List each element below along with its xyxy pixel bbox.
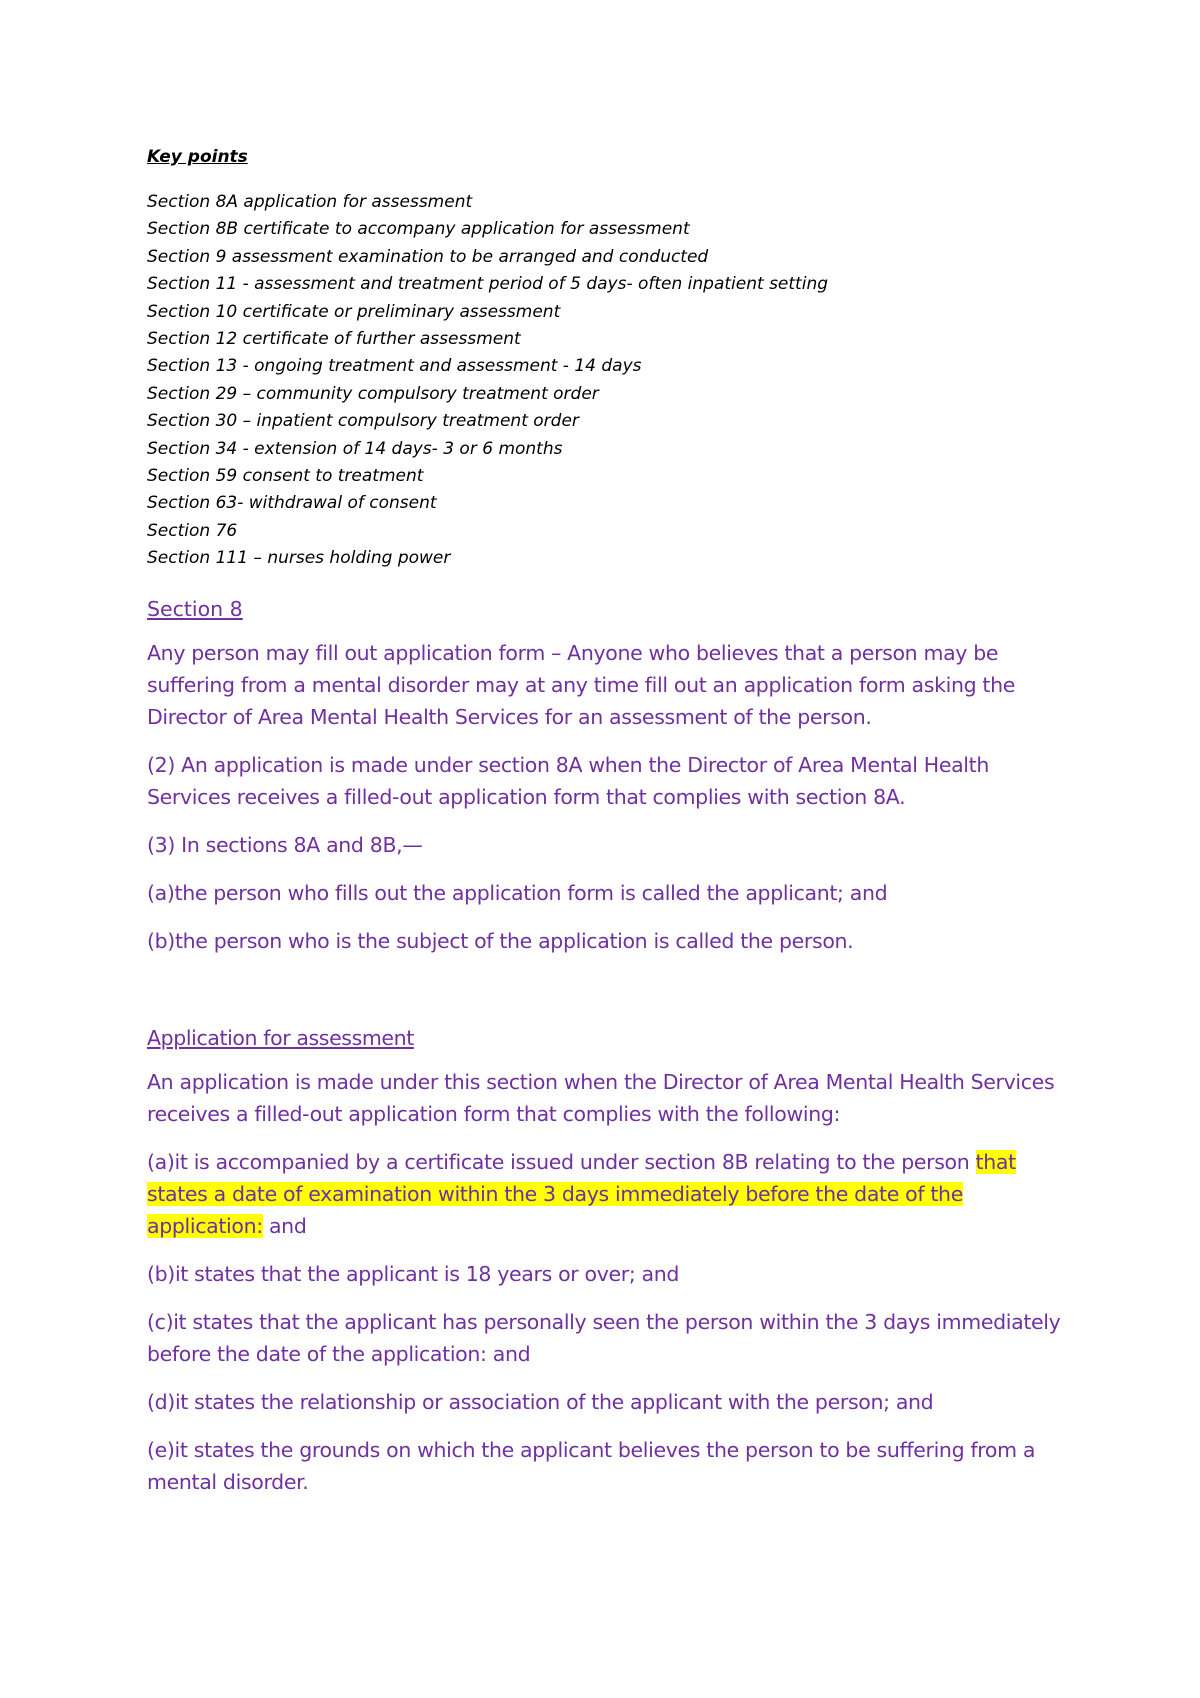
section-8-paragraph: (a)the person who fills out the application form is called the applicant; and: [147, 880, 888, 905]
key-point-item: Section 76: [147, 520, 238, 541]
key-point-item: Section 9 assessment examination to be arranged and conducted: [147, 246, 709, 267]
section-8-heading: Section 8: [147, 596, 243, 621]
section-8-paragraph: (2) An application is made under section 8A when the Director of Area Mental Health Services receives a filled-out application form that complies with section 8A.: [147, 752, 989, 809]
key-point-item: Section 59 consent to treatment: [147, 466, 424, 487]
highlighted-text: that states a date of examination within the 3 days immediately before the date of the application:: [147, 1149, 1016, 1238]
key-point-item: Section 30 – inpatient compulsory treatment order: [147, 411, 579, 432]
key-point-item: Section 111 – nurses holding power: [147, 548, 451, 569]
section-8-paragraph: (3) In sections 8A and 8B,—: [147, 832, 423, 857]
application-intro: An application is made under this section when the Director of Area Mental Health Services receives a filled-out application form that complies with the following:: [147, 1069, 1055, 1126]
item-a-tail: and: [262, 1213, 307, 1238]
application-for-assessment-heading: Application for assessment: [147, 1025, 414, 1050]
key-point-item: Section 8B certificate to accompany application for assessment: [147, 219, 690, 240]
item-a-text: (a)it is accompanied by a certificate issued under section 8B relating to the person: [147, 1149, 976, 1174]
key-point-item: Section 10 certificate or preliminary assessment: [147, 301, 561, 322]
key-point-item: Section 13 - ongoing treatment and assessment - 14 days: [147, 356, 642, 377]
application-item: (b)it states that the applicant is 18 years or over; and: [147, 1261, 680, 1286]
application-item: (d)it states the relationship or association of the applicant with the person; and: [147, 1389, 934, 1414]
application-item: (e)it states the grounds on which the applicant believes the person to be suffering from a mental disorder.: [147, 1437, 1036, 1494]
key-point-item: Section 63- withdrawal of consent: [147, 493, 437, 514]
key-point-item: Section 11 - assessment and treatment period of 5 days- often inpatient setting: [147, 274, 829, 295]
document-content: [147, 146, 1077, 1498]
key-point-item: Section 8A application for assessment: [147, 192, 473, 212]
application-item: (c)it states that the applicant has personally seen the person within the 3 days immediately before the date of the application: and: [147, 1309, 1061, 1366]
key-point-item: Section 12 certificate of further assessment: [147, 329, 521, 350]
key-point-item: Section 34 - extension of 14 days- 3 or 6 months: [147, 438, 563, 459]
section-8-paragraph: (b)the person who is the subject of the application is called the person.: [147, 928, 854, 953]
section-8-paragraph: Any person may fill out application form – Anyone who believes that a person may be suffering from a mental disorder may at any time fill out an application form asking the Director of Area Mental Health Services for an assessment of the person.: [147, 640, 1016, 729]
key-points-list: [147, 189, 1077, 573]
key-point-item: Section 29 – community compulsory treatment order: [147, 383, 599, 404]
application-item-a: [147, 1146, 1077, 1242]
key-points-heading: Key points: [147, 147, 248, 167]
